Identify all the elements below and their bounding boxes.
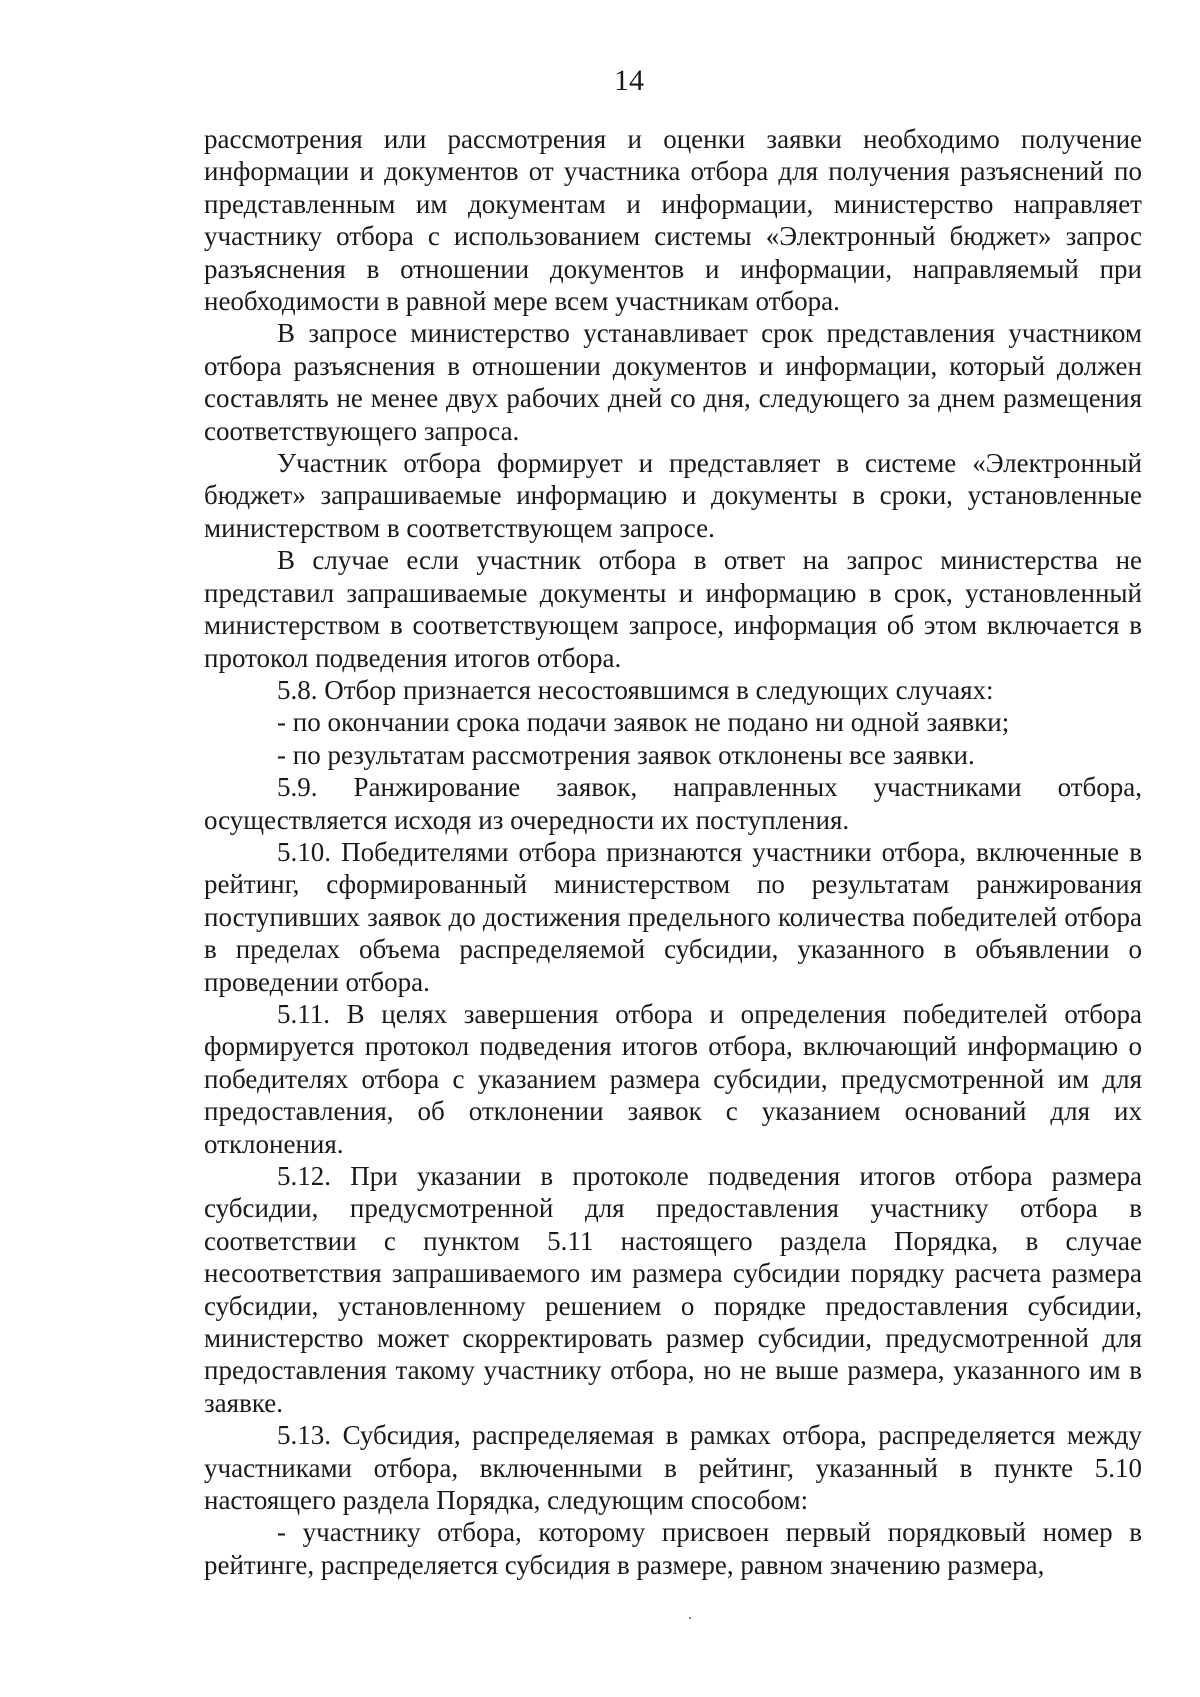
paragraph-continuation: рассмотрения или рассмотрения и оценки заявки необходимо получение информации и документов от участника отбора для получения разъяснений по представленным им документам и информации, министерство направляет участнику отбора с использованием системы «Электронный бюджет» запрос разъяснения в отношении документов и информации, направляемый при необходимости в равной мере всем участникам отбора. [204, 124, 1142, 317]
list-item-first-rank: - участнику отбора, которому присвоен первый порядковый номер в рейтинге, распределяется субсидия в размере, равном значению размера, [204, 1517, 1142, 1580]
scan-artifact-dot [689, 1617, 691, 1619]
page-number: 14 [614, 64, 644, 97]
clause-5-9: 5.9. Ранжирование заявок, направленных участниками отбора, осуществляется исходя из очередности их поступления. [204, 772, 1142, 835]
list-item-all-rejected: - по результатам рассмотрения заявок отклонены все заявки. [277, 739, 975, 770]
list-item-no-applications: - по окончании срока подачи заявок не подано ни одной заявки; [277, 707, 1010, 738]
clause-5-11: 5.11. В целях завершения отбора и определения победителей отбора формируется протокол подведения итогов отбора, включающий информацию о победителях отбора с указанием размера субсидии, предусмотренной им для предоставления, об отклонении заявок с указанием оснований для их отклонения. [204, 998, 1142, 1159]
clause-5-13: 5.13. Субсидия, распределяемая в рамках отбора, распределяется между участниками отбора, включенными в рейтинг, указанный в пункте 5.10 настоящего раздела Порядка, следующим способом: [204, 1420, 1142, 1516]
paragraph-request-deadline: В запросе министерство устанавливает срок представления участником отбора разъяснения в отношении документов и информации, который должен составлять не менее двух рабочих дней со дня, следующего за днем размещения соответствующего запроса. [204, 318, 1142, 446]
clause-5-10: 5.10. Победителями отбора признаются участники отбора, включенные в рейтинг, сформированный министерством по результатам ранжирования поступивших заявок до достижения предельного количества победителей отбора в пределах объема распределяемой субсидии, указанного в объявлении о проведении отбора. [204, 836, 1142, 997]
document-body [204, 123, 1142, 1581]
clause-5-8: 5.8. Отбор признается несостоявшимся в следующих случаях: [277, 674, 994, 705]
paragraph-not-submitted: В случае если участник отбора в ответ на запрос министерства не представил запрашиваемые документы и информацию в срок, установленный министерством в соответствующем запросе, информация об этом включается в протокол подведения итогов отбора. [204, 545, 1142, 673]
paragraph-participant-submits: Участник отбора формирует и представляет в системе «Электронный бюджет» запрашиваемые информацию и документы в сроки, установленные министерством в соответствующем запросе. [204, 448, 1142, 543]
clause-5-12: 5.12. При указании в протоколе подведения итогов отбора размера субсидии, предусмотренной для предоставления участнику отбора в соответствии с пунктом 5.11 настоящего раздела Порядка, в случае несоответствия запрашиваемого им размера субсидии порядку расчета размера субсидии, установленному решением о порядке предоставления субсидии, министерство может скорректировать размер субсидии, предусмотренной для предоставления такому участнику отбора, но не выше размера, указанного им в заявке. [204, 1161, 1142, 1418]
